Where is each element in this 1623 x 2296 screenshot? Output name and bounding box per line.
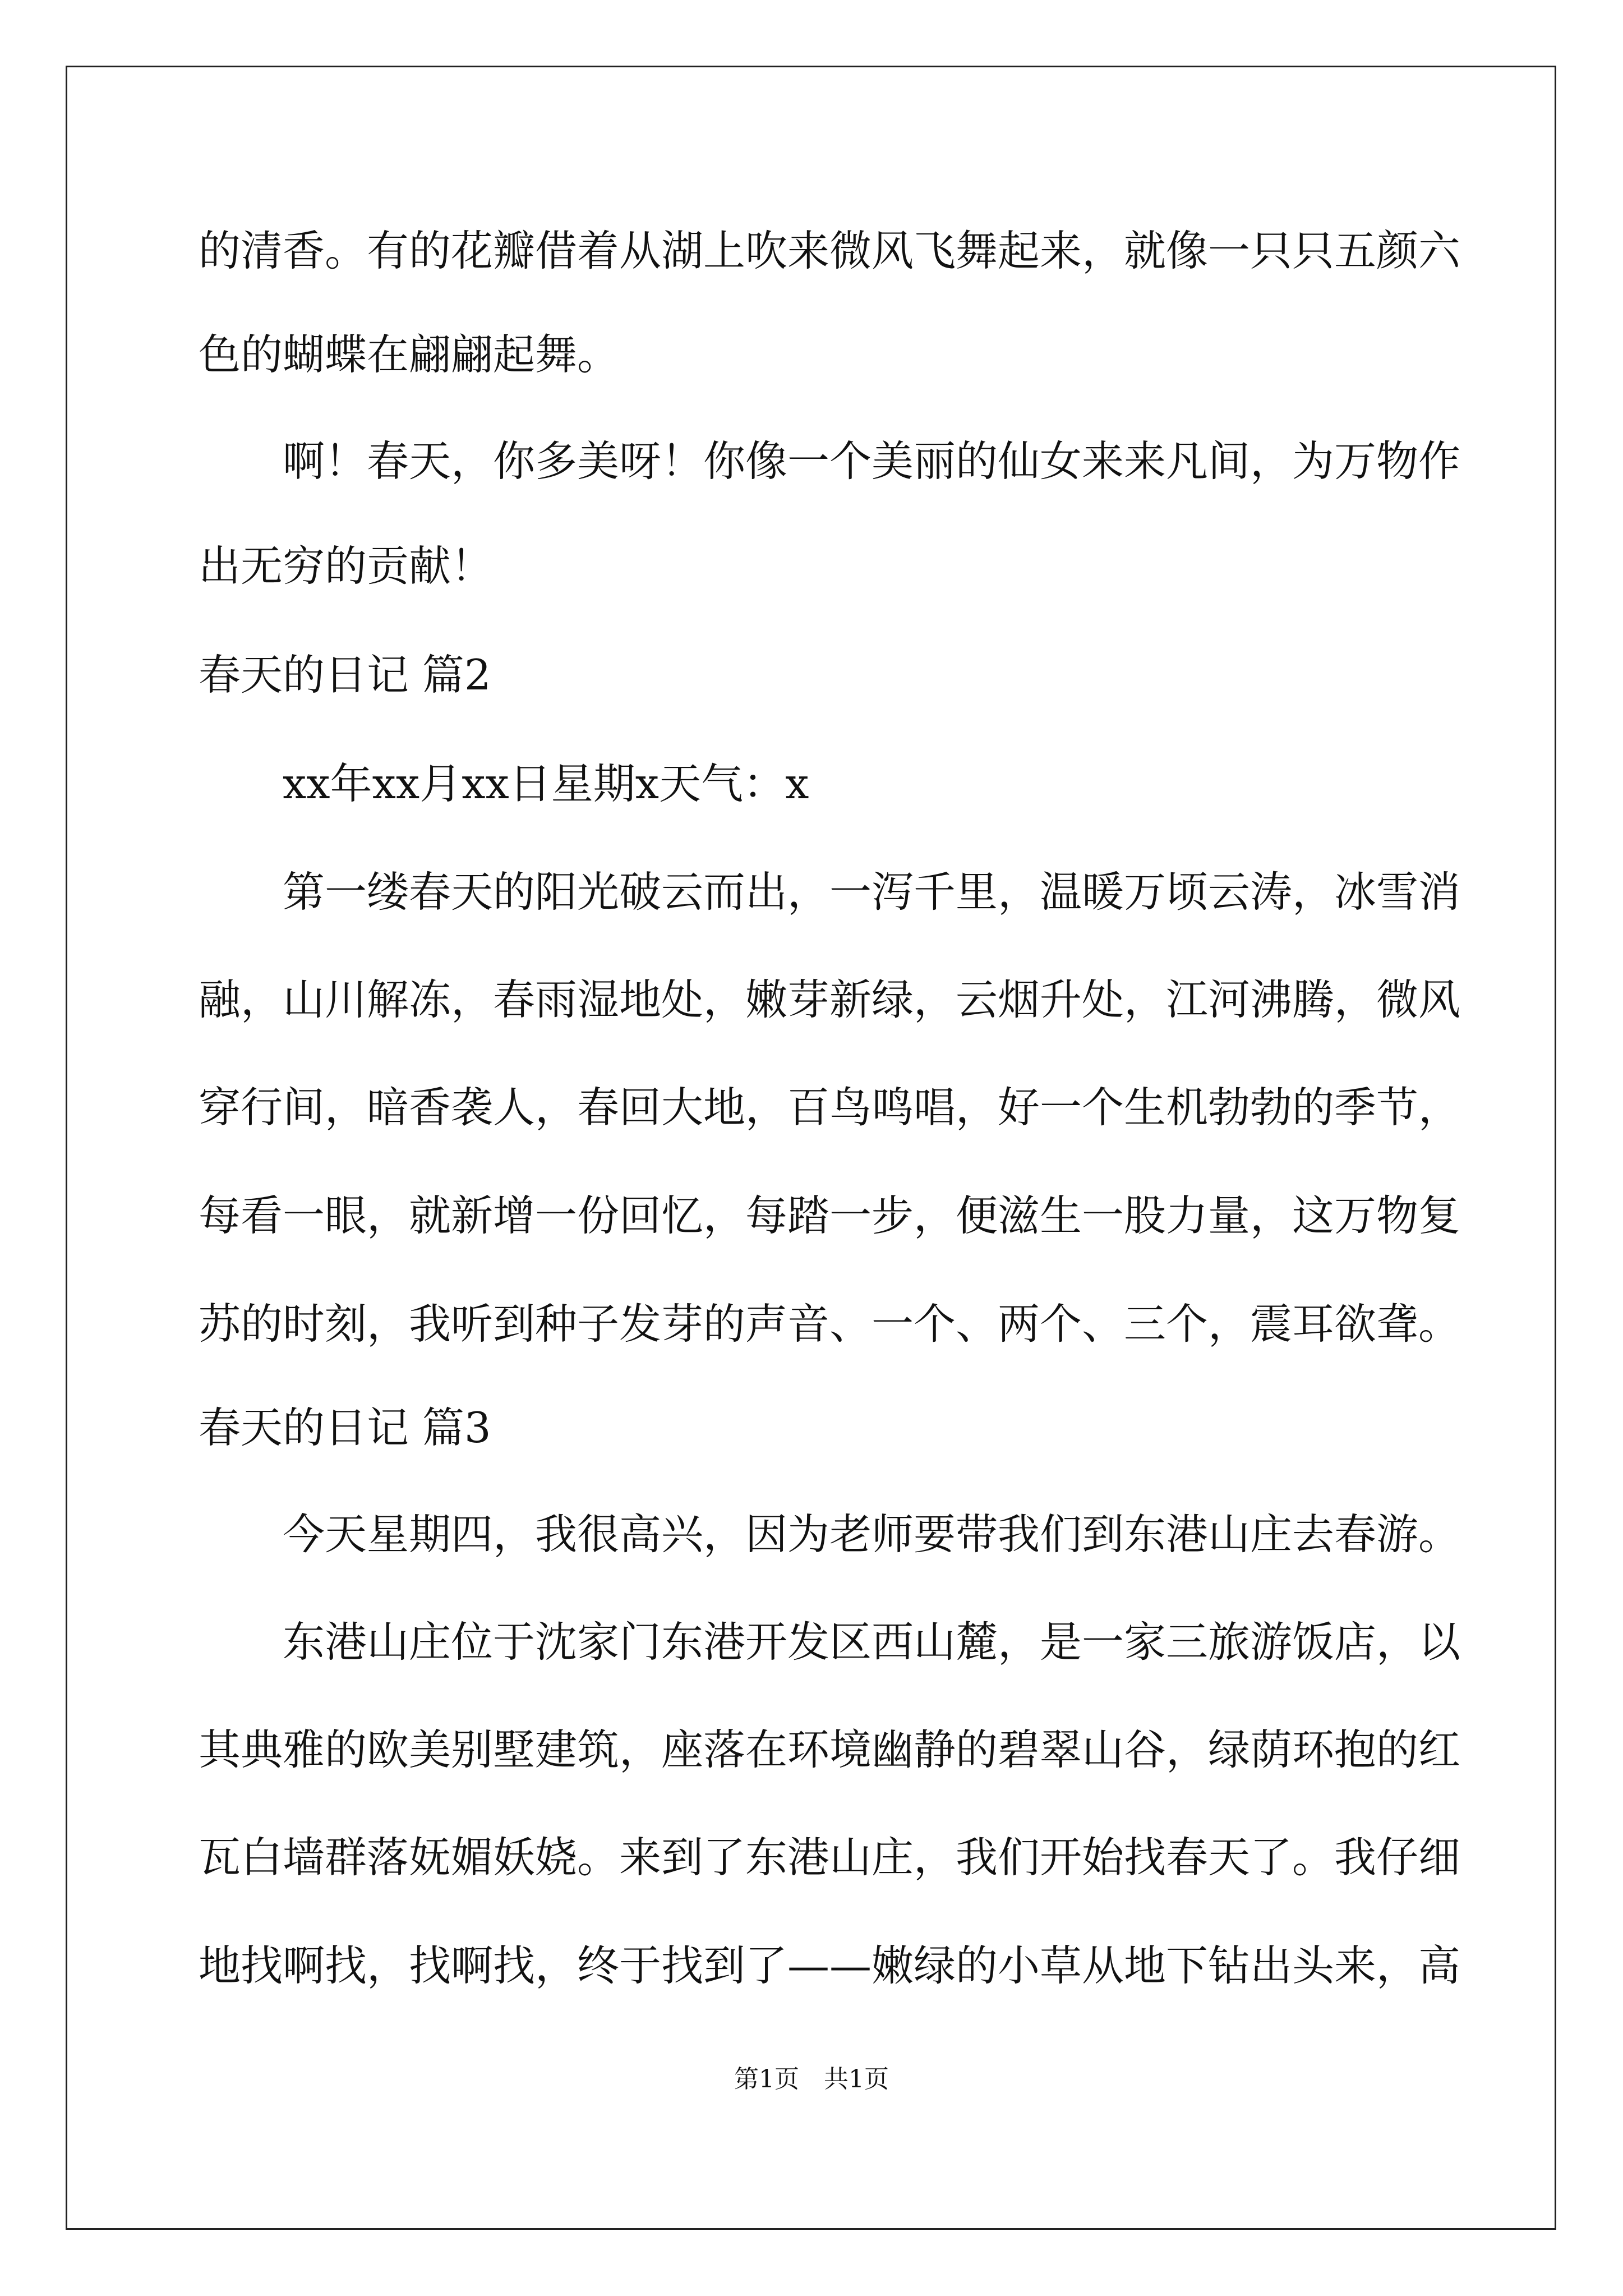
page-border xyxy=(66,66,1556,2230)
body-line: 出无穷的贡献！ xyxy=(199,541,494,591)
page-number-total: 共1页 xyxy=(824,2065,889,2093)
body-line: 色的蝴蝶在翩翩起舞。 xyxy=(199,330,620,379)
page-footer xyxy=(0,2067,1623,2092)
body-line: 今天星期四，我很高兴，因为老师要带我们到东港山庄去春游。 xyxy=(283,1510,1461,1559)
body-line: 瓦白墙群落妩媚妖娆。来到了东港山庄，我们开始找春天了。我仔细 xyxy=(199,1833,1461,1882)
body-line: 地找啊找，找啊找，终于找到了——嫩绿的小草从地下钻出头来，高 xyxy=(199,1941,1461,1990)
body-line: 第一缕春天的阳光破云而出，一泻千里，温暖万顷云涛，冰雪消 xyxy=(283,867,1461,917)
body-line: 东港山庄位于沈家门东港开发区西山麓，是一家三旅游饭店，以 xyxy=(283,1617,1461,1667)
section-heading: 春天的日记 篇2 xyxy=(199,650,491,700)
page-number-current: 第1页 xyxy=(734,2065,799,2093)
diary-date-line: xx年xx月xx日星期x天气：x xyxy=(283,759,809,808)
body-line: 穿行间，暗香袭人，春回大地，百鸟鸣唱，好一个生机勃勃的季节， xyxy=(199,1083,1461,1132)
section-heading: 春天的日记 篇3 xyxy=(199,1403,491,1452)
body-line: 的清香。有的花瓣借着从湖上吹来微风飞舞起来，就像一只只五颜六 xyxy=(199,226,1461,275)
body-line: 苏的时刻，我听到种子发芽的声音、一个、两个、三个，震耳欲聋。 xyxy=(199,1299,1461,1349)
body-line: 其典雅的欧美别墅建筑，座落在环境幽静的碧翠山谷，绿荫环抱的红 xyxy=(199,1725,1461,1774)
body-line: 每看一眼，就新增一份回忆，每踏一步，便滋生一股力量，这万物复 xyxy=(199,1191,1461,1240)
body-line: 啊！春天，你多美呀！你像一个美丽的仙女来来凡间，为万物作 xyxy=(283,436,1461,486)
body-line: 融，山川解冻，春雨湿地处，嫩芽新绿，云烟升处，江河沸腾，微风 xyxy=(199,975,1461,1024)
